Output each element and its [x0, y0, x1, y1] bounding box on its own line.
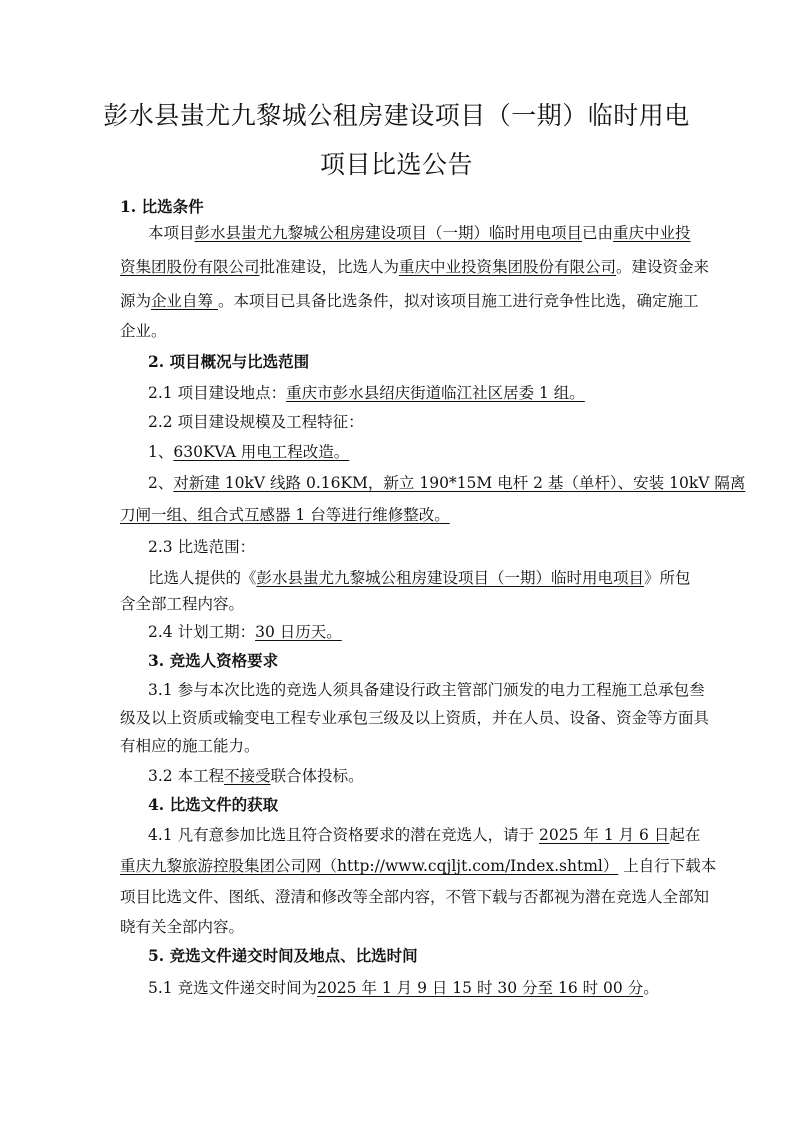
period-value: 30 日历天。: [255, 623, 342, 641]
text: 上自行下载本: [618, 857, 717, 875]
text: 5.1 竞选文件递交时间为: [148, 979, 318, 997]
consortium-rule: [148, 766, 364, 786]
document-access-line: 晓有关全部内容。: [120, 918, 245, 936]
scale-item-2: [148, 473, 745, 493]
location-value: 重庆市彭水县绍庆街道临江社区居委 1 组。: [286, 384, 585, 402]
website-link[interactable]: 重庆九黎旅游控股集团公司网（http://www.cqjljt.com/Index.shtml）: [120, 857, 619, 875]
qualification-line: 3.1 参与本次比选的竞选人须具备建设行政主管部门颁发的电力工程施工总承包叁: [148, 681, 705, 699]
project-name: 彭水县蚩尤九黎城公租房建设项目（一期）临时用电项目: [256, 569, 645, 587]
section-3-heading: 3. 竞选人资格要求: [148, 651, 279, 670]
scale-item-1: [148, 442, 349, 462]
section-4-heading: 4. 比选文件的获取: [148, 795, 279, 814]
project-scale-label: 2.2 项目建设规模及工程特征：: [148, 413, 364, 431]
text: 4.1 凡有意参加比选且符合资格要求的潜在竞选人，请于: [148, 826, 540, 844]
label: 2.1 项目建设地点：: [148, 384, 287, 402]
qualification-line: 有相应的施工能力。: [120, 737, 260, 755]
start-date: 2025 年 1 月 6 日: [539, 826, 670, 844]
section-5-heading: 5. 竞选文件递交时间及地点、比选时间: [148, 946, 418, 965]
owner-name: 重庆中业投: [613, 224, 691, 242]
submission-time-line: [148, 978, 659, 998]
text: 本项目: [148, 224, 195, 242]
document-access-line: [120, 856, 716, 876]
item-text: 对新建 10kV 线路 0.16KM，新立 190*15M 电杆 2 基（单杆）、安装 10kV 隔离: [173, 474, 746, 492]
text: 3.2 本工程: [148, 767, 225, 785]
item-number: 2、: [148, 474, 174, 492]
owner-name: 资集团股份有限公司: [120, 258, 260, 276]
submission-time: 2025 年 1 月 9 日 15 时 30 分至 16 时 00 分: [317, 979, 644, 997]
project-location: [148, 383, 585, 403]
text: 》所包: [644, 569, 691, 587]
fund-source: 企业自筹: [151, 292, 218, 310]
document-access-line: [148, 825, 700, 845]
item-text: 630KVA 用电工程改造。: [173, 443, 350, 461]
text: 。建设资金来: [616, 258, 710, 276]
notice-title-line-1: 彭水县蚩尤九黎城公租房建设项目（一期）临时用电: [103, 101, 690, 130]
section-1-paragraph-line: [148, 223, 691, 243]
section-2-heading: 2. 项目概况与比选范围: [148, 352, 310, 371]
section-1-paragraph-line: [120, 257, 709, 277]
notice-title-line-2: 项目比选公告: [319, 150, 473, 179]
item-number: 1、: [148, 443, 174, 461]
text: 。: [643, 979, 659, 997]
selector-name: 重庆中业投资集团股份有限公司: [399, 258, 617, 276]
selection-range-text: [148, 568, 691, 588]
section-1-paragraph-line: 企业。: [120, 322, 167, 340]
project-name: 彭水县蚩尤九黎城公租房建设项目（一期）临时用电项目: [194, 224, 583, 242]
text: 比选人提供的《: [148, 569, 257, 587]
qualification-line: 级及以上资质或输变电工程专业承包三级及以上资质，并在人员、设备、资金等方面具: [120, 709, 710, 727]
scale-item-2-cont: 刀闸一组、组合式互感器 1 台等进行维修整改。: [120, 506, 450, 524]
planned-period: [148, 622, 342, 642]
section-1-heading: 1. 比选条件: [120, 197, 204, 216]
selection-range-label: 2.3 比选范围：: [148, 538, 256, 556]
selection-range-text-cont: 含全部工程内容。: [120, 595, 245, 613]
text: 源为: [120, 292, 152, 310]
text: 起在: [669, 826, 701, 844]
text: 已由: [582, 224, 614, 242]
text: 联合体投标。: [270, 767, 364, 785]
section-1-paragraph-line: [120, 291, 698, 311]
label: 2.4 计划工期：: [148, 623, 256, 641]
document-access-line: 项目比选文件、图纸、澄清和修改等全部内容，不管下载与否都视为潜在竞选人全部知: [120, 888, 710, 906]
not-accepted: 不接受: [224, 767, 271, 785]
text: 批准建设，比选人为: [259, 258, 400, 276]
text: 。本项目已具备比选条件，拟对该项目施工进行竞争性比选，确定施工: [217, 292, 699, 310]
